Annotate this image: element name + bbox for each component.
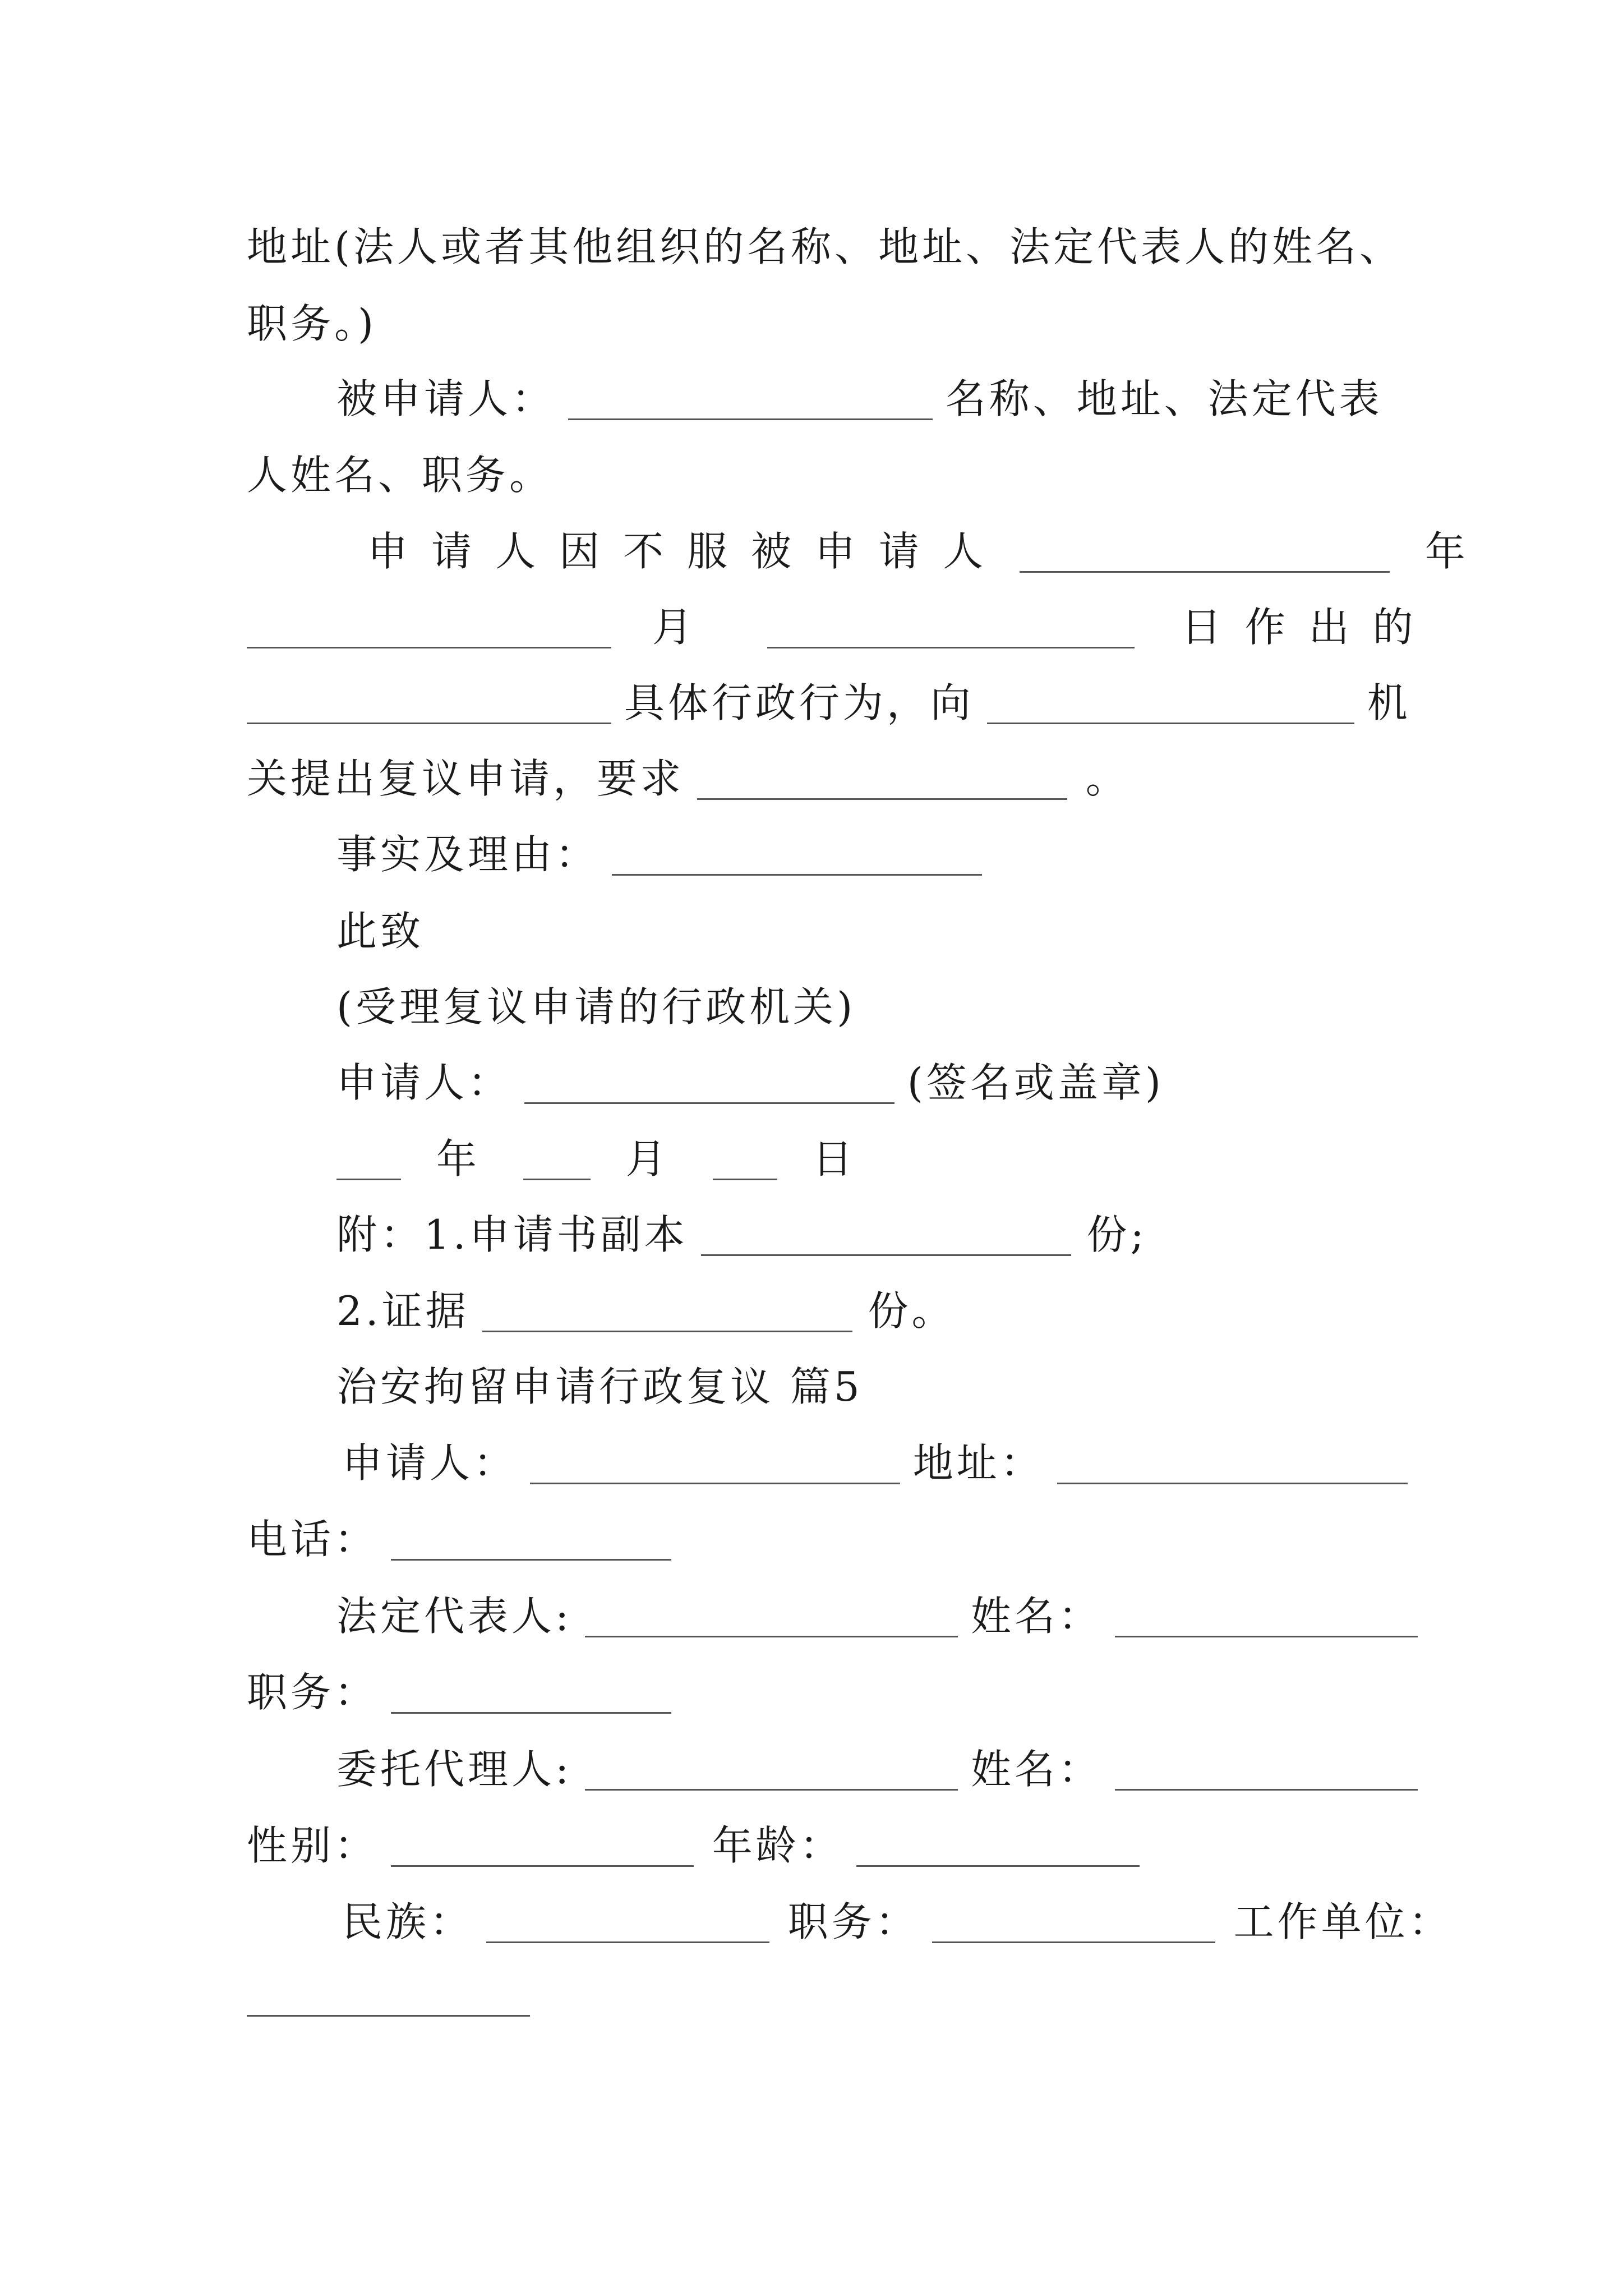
admin-action-text: 具体行政行为，向 bbox=[624, 679, 974, 726]
position-blank[interactable] bbox=[932, 1887, 1215, 1943]
line-attachment-copy bbox=[336, 1207, 1147, 1263]
phone-blank[interactable] bbox=[391, 1504, 671, 1561]
request-text: 关提出复议申请，要求 bbox=[247, 755, 685, 802]
address-label: 地址： bbox=[912, 1439, 1044, 1487]
respondent-blank[interactable] bbox=[568, 364, 933, 420]
age-label: 年龄： bbox=[712, 1822, 843, 1869]
line-appeal-reason bbox=[367, 523, 1465, 579]
agent-blank[interactable] bbox=[585, 1734, 958, 1791]
agent-label: 委托代理人: bbox=[336, 1746, 573, 1793]
line-agent bbox=[336, 1741, 1418, 1797]
legal-rep-blank[interactable] bbox=[585, 1581, 958, 1637]
line-applicant-address bbox=[342, 1435, 1408, 1491]
applicant-label: 申请人： bbox=[342, 1439, 518, 1487]
attachment-copy-label: 附：1.申请书副本 bbox=[336, 1211, 688, 1258]
ethnicity-label: 民族： bbox=[342, 1898, 474, 1945]
attachment-evidence-unit: 份。 bbox=[868, 1287, 956, 1335]
request-end: 。 bbox=[1085, 755, 1126, 802]
legal-rep-name-label: 姓名： bbox=[971, 1593, 1103, 1640]
reviewing-agency-blank[interactable] bbox=[987, 668, 1354, 724]
sign-day-blank[interactable] bbox=[713, 1124, 777, 1180]
line-request bbox=[247, 751, 1126, 807]
agent-name-label: 姓名： bbox=[971, 1746, 1103, 1793]
sign-or-seal-text: (签名或盖章) bbox=[907, 1059, 1164, 1106]
attachment-evidence-label: 2.证据 bbox=[336, 1287, 469, 1335]
applicant-sign-blank[interactable] bbox=[524, 1048, 895, 1104]
agency-text: 机 bbox=[1367, 679, 1408, 726]
line-legal-rep bbox=[336, 1588, 1418, 1644]
sign-year-blank[interactable] bbox=[336, 1124, 401, 1180]
age-blank[interactable] bbox=[856, 1811, 1140, 1867]
line-ethnicity-position-employer bbox=[342, 1894, 1453, 1950]
employer-blank[interactable] bbox=[247, 2005, 530, 2017]
line-gender-age bbox=[247, 1818, 1140, 1874]
salutation-text: 此致 bbox=[336, 908, 425, 955]
line-facts bbox=[336, 826, 982, 882]
attachment-copy-blank[interactable] bbox=[701, 1200, 1071, 1256]
appeal-year-blank[interactable] bbox=[1020, 517, 1390, 573]
appeal-month-label: 月 bbox=[652, 604, 693, 651]
line-sign-date bbox=[336, 1131, 853, 1187]
ethnicity-blank[interactable] bbox=[486, 1887, 769, 1943]
line-legal-rep-position bbox=[247, 1664, 671, 1720]
position-note-text: 职务。) bbox=[247, 300, 377, 347]
line-phone bbox=[247, 1511, 671, 1567]
line-attachment-evidence bbox=[336, 1283, 956, 1339]
attachment-copy-unit: 份; bbox=[1086, 1211, 1147, 1258]
sign-day-label: 日 bbox=[812, 1135, 853, 1182]
legal-rep-label: 法定代表人: bbox=[336, 1593, 573, 1640]
appeal-day-blank[interactable] bbox=[767, 592, 1135, 648]
legal-rep-position-blank[interactable] bbox=[391, 1658, 671, 1714]
gender-blank[interactable] bbox=[391, 1811, 694, 1867]
line-section-heading bbox=[336, 1359, 863, 1415]
attachment-evidence-blank[interactable] bbox=[482, 1276, 852, 1332]
legal-rep-position-label: 职务： bbox=[247, 1669, 379, 1716]
appeal-month-blank[interactable] bbox=[247, 592, 611, 648]
agent-name-blank[interactable] bbox=[1115, 1734, 1418, 1791]
applicant-blank[interactable] bbox=[530, 1428, 900, 1484]
line-applicant-signature bbox=[336, 1055, 1164, 1111]
appeal-day-label: 日作出的 bbox=[1181, 604, 1437, 651]
facts-blank[interactable] bbox=[612, 820, 982, 876]
legal-rep-name-blank[interactable] bbox=[1115, 1581, 1418, 1637]
applicant-sign-label: 申请人： bbox=[336, 1059, 512, 1106]
respondent-desc: 名称、地址、法定代表 bbox=[945, 375, 1383, 422]
address-note-text: 地址(法人或者其他组织的名称、地址、法定代表人的姓名、 bbox=[247, 223, 1404, 270]
sign-year-label: 年 bbox=[436, 1135, 477, 1182]
appeal-reason-text: 申请人因不服被申请人 bbox=[367, 528, 1007, 575]
facts-label: 事实及理由： bbox=[336, 831, 600, 878]
line-appeal-date bbox=[247, 599, 1437, 655]
employer-label: 工作单位： bbox=[1233, 1898, 1453, 1945]
respondent-desc-cont: 人姓名、职务。 bbox=[247, 452, 554, 499]
sign-month-label: 月 bbox=[625, 1135, 666, 1182]
position-label: 职务： bbox=[787, 1898, 919, 1945]
admin-action-blank[interactable] bbox=[247, 668, 611, 724]
request-blank[interactable] bbox=[697, 744, 1067, 800]
line-position-note bbox=[247, 296, 377, 352]
appeal-year-label: 年 bbox=[1424, 528, 1465, 575]
recipient-text: (受理复议申请的行政机关) bbox=[336, 983, 856, 1030]
phone-label: 电话： bbox=[247, 1516, 379, 1563]
gender-label: 性别： bbox=[247, 1822, 379, 1869]
sign-month-blank[interactable] bbox=[523, 1124, 591, 1180]
section-heading: 治安拘留申请行政复议 篇5 bbox=[336, 1363, 863, 1410]
line-salutation bbox=[336, 903, 424, 959]
line-admin-action bbox=[247, 675, 1408, 731]
line-address-note bbox=[247, 219, 1403, 275]
line-respondent bbox=[336, 371, 1383, 427]
address-blank[interactable] bbox=[1057, 1428, 1408, 1484]
respondent-label: 被申请人： bbox=[336, 375, 556, 422]
line-recipient bbox=[336, 979, 856, 1035]
line-respondent-desc-cont bbox=[247, 447, 553, 503]
